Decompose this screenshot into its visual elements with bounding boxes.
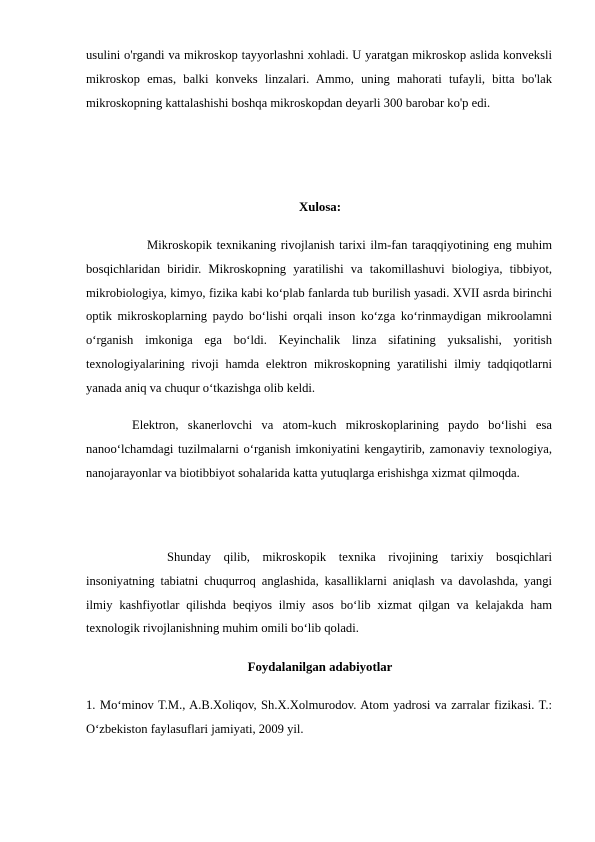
conclusion-paragraph-3: Shunday qilib, mikroskopik texnika rivojining tarixiy bosqichlari insoniyatning tabiatni chuqurroq anglashida, kasalliklarni aniqlash va davolashda, yangi ilmiy kashfiyotlar qilishda beqiyos ilmiy asos bo‘lib xizmat qilgan va kelajakda ham texnologik rivojlanishning muhim omili bo‘lib qoladi. <box>86 550 552 636</box>
conclusion-paragraph-2: Elektron, skanerlovchi va atom-kuch mikroskoplarining paydo bo‘lishi esa nanoo‘lchamdagi tuzilmalarni o‘rganish imkoniyatini kengaytirib, zamonaviy texnologiya, nanojarayonlar va biotibbiyot sohalarida katta yutuqlarga erishishga xizmat qilmoqda. <box>86 418 552 480</box>
conclusion-paragraph-1: Mikroskopik texnikaning rivojlanish tarixi ilm-fan taraqqiyotining eng muhim bosqichlaridan biridir. Mikroskopning yaratilishi va takomillashuvi biologiya, tibbiyot, mikrobiologiya, kimyo, fizika kabi ko‘plab fanlarda tub burilish yasadi. XVII asrda birinchi optik mikroskoplarning paydo bo‘lishi orqali inson ko‘zga ko‘rinmaydigan mikroolamni o‘rganish imkoniga ega bo‘ldi. Keyinchalik linza sifatining yuksalishi, yoritish texnologiyalarining rivoji hamda elektron mikroskopning yaratilishi ilmiy tadqiqotlarni yanada aniq va chuqur o‘tkazishga olib keldi. <box>86 238 552 395</box>
conclusion-heading: Xulosa: <box>299 200 341 214</box>
reference-item: 1. Mo‘minov T.M., A.B.Xoliqov, Sh.X.Xolmurodov. Atom yadrosi va zarralar fizikasi. T.: O‘zbekiston faylasuflari jamiyati, 2009 yil. <box>86 698 552 736</box>
references-heading: Foydalanilgan adabiyotlar <box>247 660 393 674</box>
intro-paragraph: usulini o'rgandi va mikroskop tayyorlashni xohladi. U yaratgan mikroskop aslida konveksli mikroskop emas, balki konveks linzalari. Ammo, uning mahorati tufayli, bitta bo'lak mikroskopning kattalashishi boshqa mikroskopdan deyarli 300 barobar ko'p edi. <box>86 48 552 110</box>
